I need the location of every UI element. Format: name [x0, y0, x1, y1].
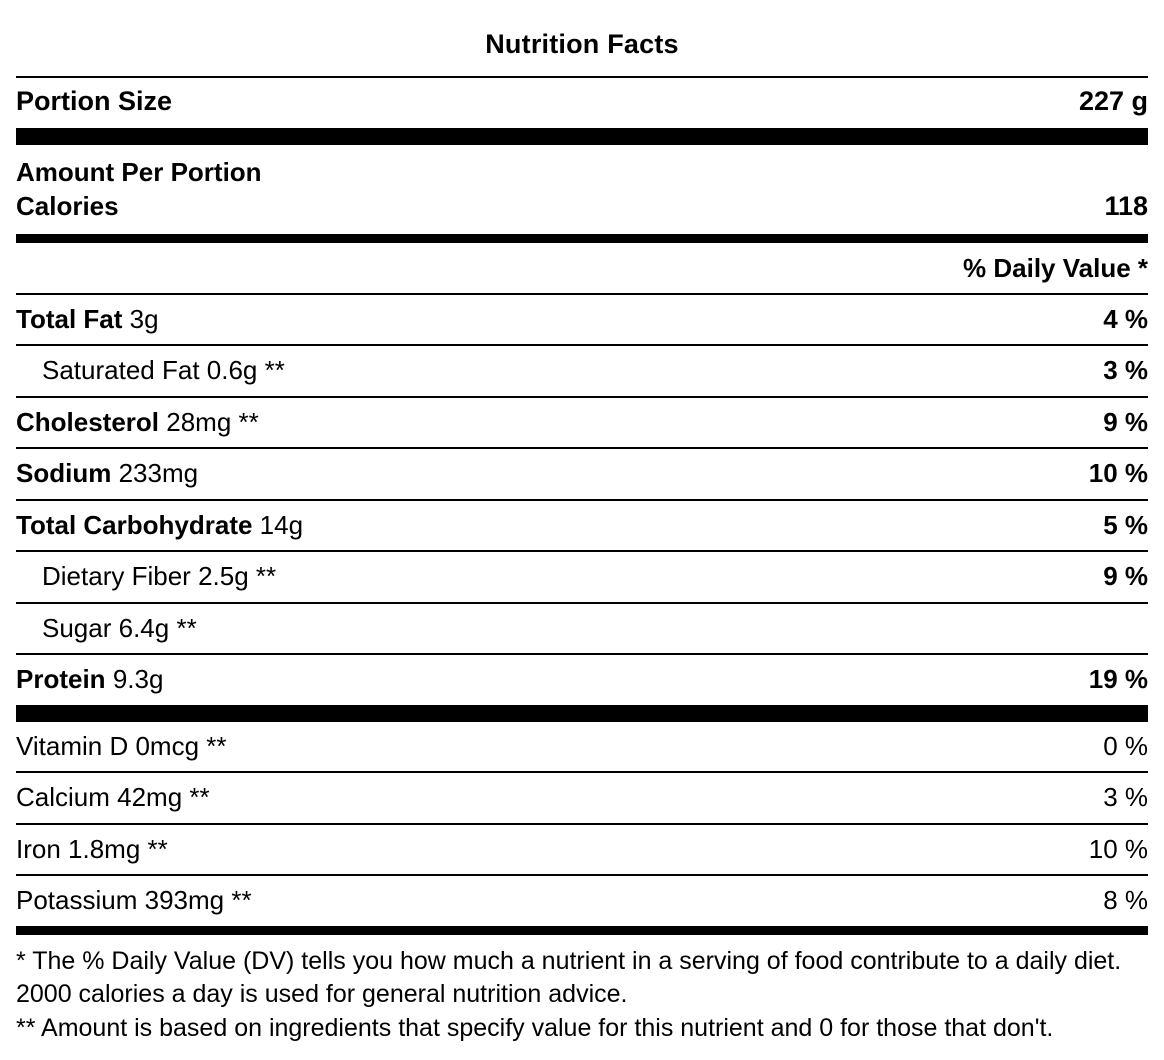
nutrient-amount: 28mg **: [166, 406, 259, 437]
nutrient-name: Sodium: [16, 458, 112, 489]
nutrient-amount: 14g: [259, 509, 304, 540]
micronutrient-dv: 3 %: [1103, 782, 1148, 813]
table-row: [16, 295, 1148, 345]
nutrient-name: Dietary Fiber: [42, 561, 191, 592]
nutrient-dv: 5 %: [1103, 509, 1148, 540]
portion-size-row: [16, 78, 1148, 129]
portion-size-value: 227 g: [1078, 85, 1148, 116]
table-row: [16, 552, 1148, 602]
nutrient-name: Protein: [16, 664, 106, 695]
nutrient-dv: 10 %: [1088, 458, 1148, 489]
table-row: [16, 398, 1148, 448]
footnotes: [16, 935, 1148, 1046]
micronutrients-section: [16, 722, 1148, 926]
divider-after-calories: [16, 234, 1148, 243]
table-row: [16, 655, 1148, 705]
table-row: [16, 501, 1148, 551]
micronutrient-dv: 10 %: [1088, 833, 1148, 864]
table-row: [16, 876, 1148, 926]
nutrient-name: Sugar: [42, 612, 112, 643]
footnote-amount-basis: ** Amount is based on ingredients that specify value for this nutrient and 0 for those that don't.: [16, 1014, 1054, 1043]
micronutrient-dv: 0 %: [1103, 730, 1148, 761]
table-row: [16, 449, 1148, 499]
nutrient-amount: 6.4g **: [118, 612, 197, 643]
calories-label: Calories: [16, 190, 119, 221]
nutrient-dv: 3 %: [1103, 355, 1148, 386]
footnote-daily-value: * The % Daily Value (DV) tells you how much a nutrient in a serving of food contribute to a daily diet. 2000 calories a day is used for general nutrition advice.: [16, 946, 1122, 1009]
micronutrient-name: Potassium 393mg **: [16, 885, 252, 916]
daily-value-header: % Daily Value *: [963, 252, 1148, 283]
nutrient-dv: 4 %: [1103, 303, 1148, 334]
nutrient-amount: 2.5g **: [198, 561, 277, 592]
amount-per-portion-block: [16, 145, 1148, 233]
divider-after-portion: [16, 128, 1148, 145]
divider-before-footnotes: [16, 926, 1148, 935]
table-row: [16, 773, 1148, 823]
nutrient-dv: 9 %: [1103, 406, 1148, 437]
table-row: [16, 722, 1148, 772]
divider-after-protein: [16, 705, 1148, 722]
nutrient-amount: 9.3g: [112, 664, 164, 695]
table-row: [16, 604, 1148, 654]
micronutrient-dv: 8 %: [1103, 885, 1148, 916]
micronutrient-name: Calcium 42mg **: [16, 782, 210, 813]
calories-value: 118: [1104, 190, 1148, 221]
nutrient-name: Total Carbohydrate: [16, 509, 253, 540]
nutrient-amount: 3g: [129, 303, 159, 334]
table-row: [16, 346, 1148, 396]
nutrient-dv: 19 %: [1088, 664, 1148, 695]
table-row: [16, 825, 1148, 875]
micronutrient-name: Vitamin D 0mcg **: [16, 730, 227, 761]
nutrient-dv: 9 %: [1103, 561, 1148, 592]
page-title: Nutrition Facts: [485, 29, 679, 59]
nutrient-name: Saturated Fat: [42, 355, 200, 386]
calories-row: [16, 191, 1148, 230]
nutrient-amount: 0.6g **: [206, 355, 285, 386]
nutrient-name: Cholesterol: [16, 406, 160, 437]
nutrient-amount: 233mg: [118, 458, 199, 489]
nutrient-name: Total Fat: [16, 303, 123, 334]
amount-per-portion-label: Amount Per Portion: [16, 157, 262, 188]
micronutrient-name: Iron 1.8mg **: [16, 833, 168, 864]
portion-size-label: Portion Size: [16, 85, 173, 116]
